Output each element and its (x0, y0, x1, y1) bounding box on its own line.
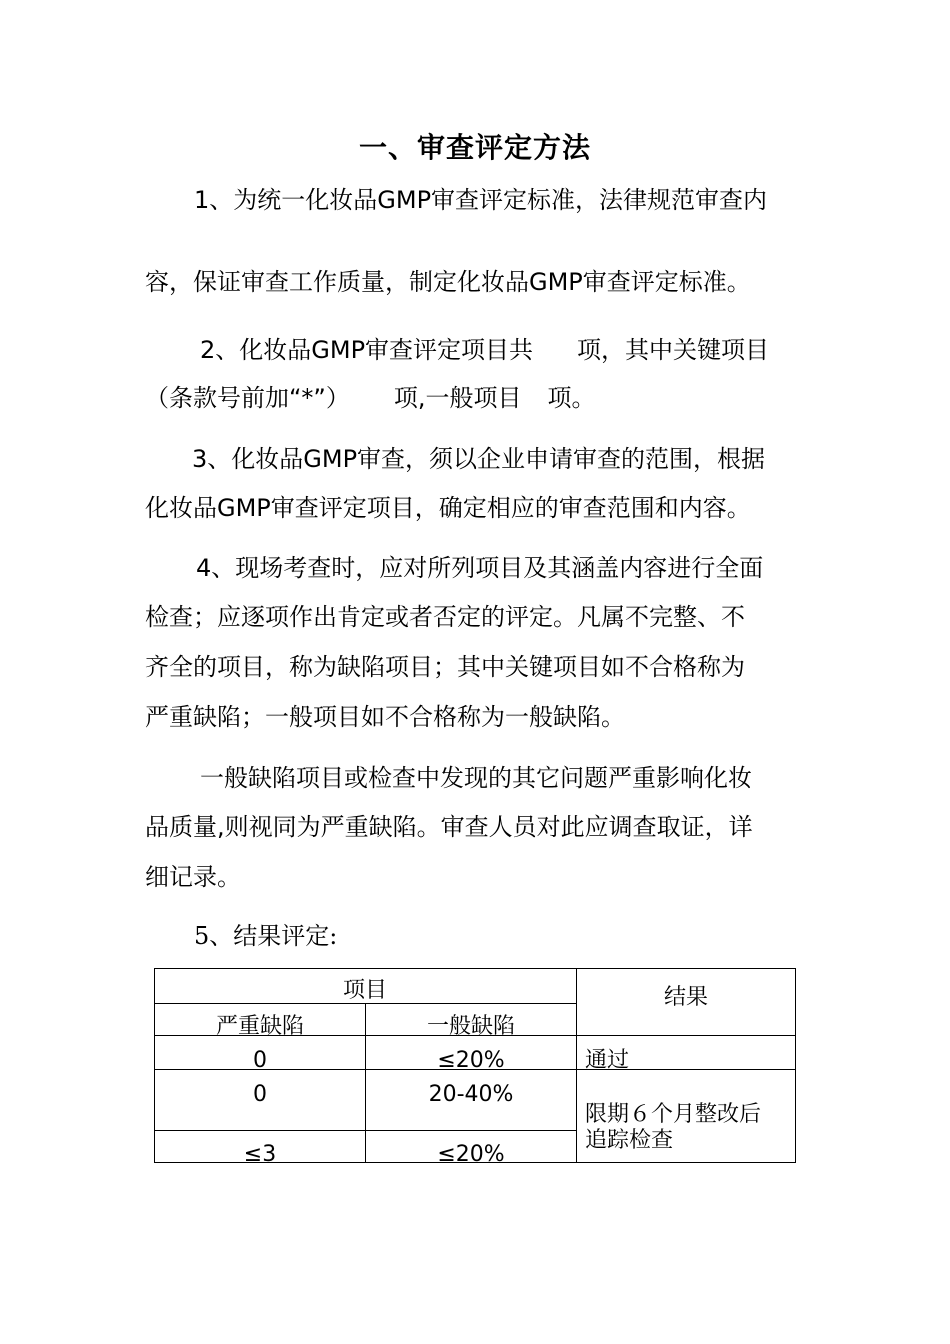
result-table (154, 968, 796, 1163)
table-cell-result-line-2: 追踪检查 (585, 1128, 674, 1153)
table-cell-serious: 0 (253, 1082, 267, 1107)
result-evaluation-heading: 5、结果评定: (194, 922, 338, 950)
paragraph-2-text-c: （条款号前加“*”） (145, 384, 350, 412)
paragraph-5-line-2: 品质量,则视同为严重缺陷。审查人员对此应调查取证，详 (145, 813, 753, 841)
paragraph-4-line-2: 检查；应逐项作出肯定或者否定的评定。凡属不完整、不 (145, 603, 745, 631)
paragraph-5-line-3: 细记录。 (145, 863, 241, 891)
table-cell-general: ≤20% (437, 1142, 505, 1162)
paragraph-4-line-3: 齐全的项目，称为缺陷项目；其中关键项目如不合格称为 (145, 653, 745, 681)
table-cell-general: ≤20% (437, 1048, 505, 1069)
paragraph-5-line-1: 一般缺陷项目或检查中发现的其它问题严重影响化妆 (200, 764, 752, 792)
paragraph-2-text-e: 项。 (547, 384, 596, 412)
table-cell-general: 20-40% (428, 1082, 514, 1107)
paragraph-2-line-1 (200, 334, 769, 366)
paragraph-3-line-2: 化妆品GMP审查评定项目，确定相应的审查范围和内容。 (145, 494, 751, 522)
table-header-serious: 严重缺陷 (215, 1014, 304, 1035)
table-cell-result-line-1: 限期６个月整改后 (585, 1102, 762, 1127)
table-cell-serious: 0 (253, 1048, 267, 1069)
paragraph-2-text-d: 项,一般项目 (393, 384, 522, 412)
paragraph-2-text-b: 项，其中关键项目 (577, 336, 770, 364)
paragraph-1-line-1: 1、为统一化妆品GMP审查评定标准，法律规范审查内 (194, 186, 768, 214)
paragraph-3-line-1: 3、化妆品GMP审查，须以企业申请审查的范围，根据 (192, 445, 766, 473)
paragraph-2-text-a: 2、化妆品GMP审查评定项目共 (200, 336, 534, 364)
table-cell-result: 通过 (585, 1048, 630, 1069)
table-border-header-bottom (154, 1035, 796, 1036)
table-border-right (795, 968, 796, 1163)
paragraph-4-line-1: 4、现场考查时，应对所列项目及其涵盖内容进行全面 (196, 554, 764, 582)
table-header-item: 项目 (342, 978, 387, 1003)
table-border-top (154, 968, 796, 969)
paragraph-4-line-4: 严重缺陷；一般项目如不合格称为一般缺陷。 (145, 703, 625, 731)
table-header-general: 一般缺陷 (426, 1014, 515, 1035)
table-cell-serious: ≤3 (243, 1142, 277, 1162)
table-border-row-1 (154, 1069, 796, 1070)
paragraph-2-line-2 (145, 382, 596, 414)
table-header-result: 结果 (663, 985, 708, 1010)
page-title: 一、审查评定方法 (358, 131, 591, 164)
paragraph-1-line-2: 容，保证审查工作质量，制定化妆品GMP审查评定标准。 (145, 268, 751, 296)
table-border-bottom (154, 1162, 796, 1163)
